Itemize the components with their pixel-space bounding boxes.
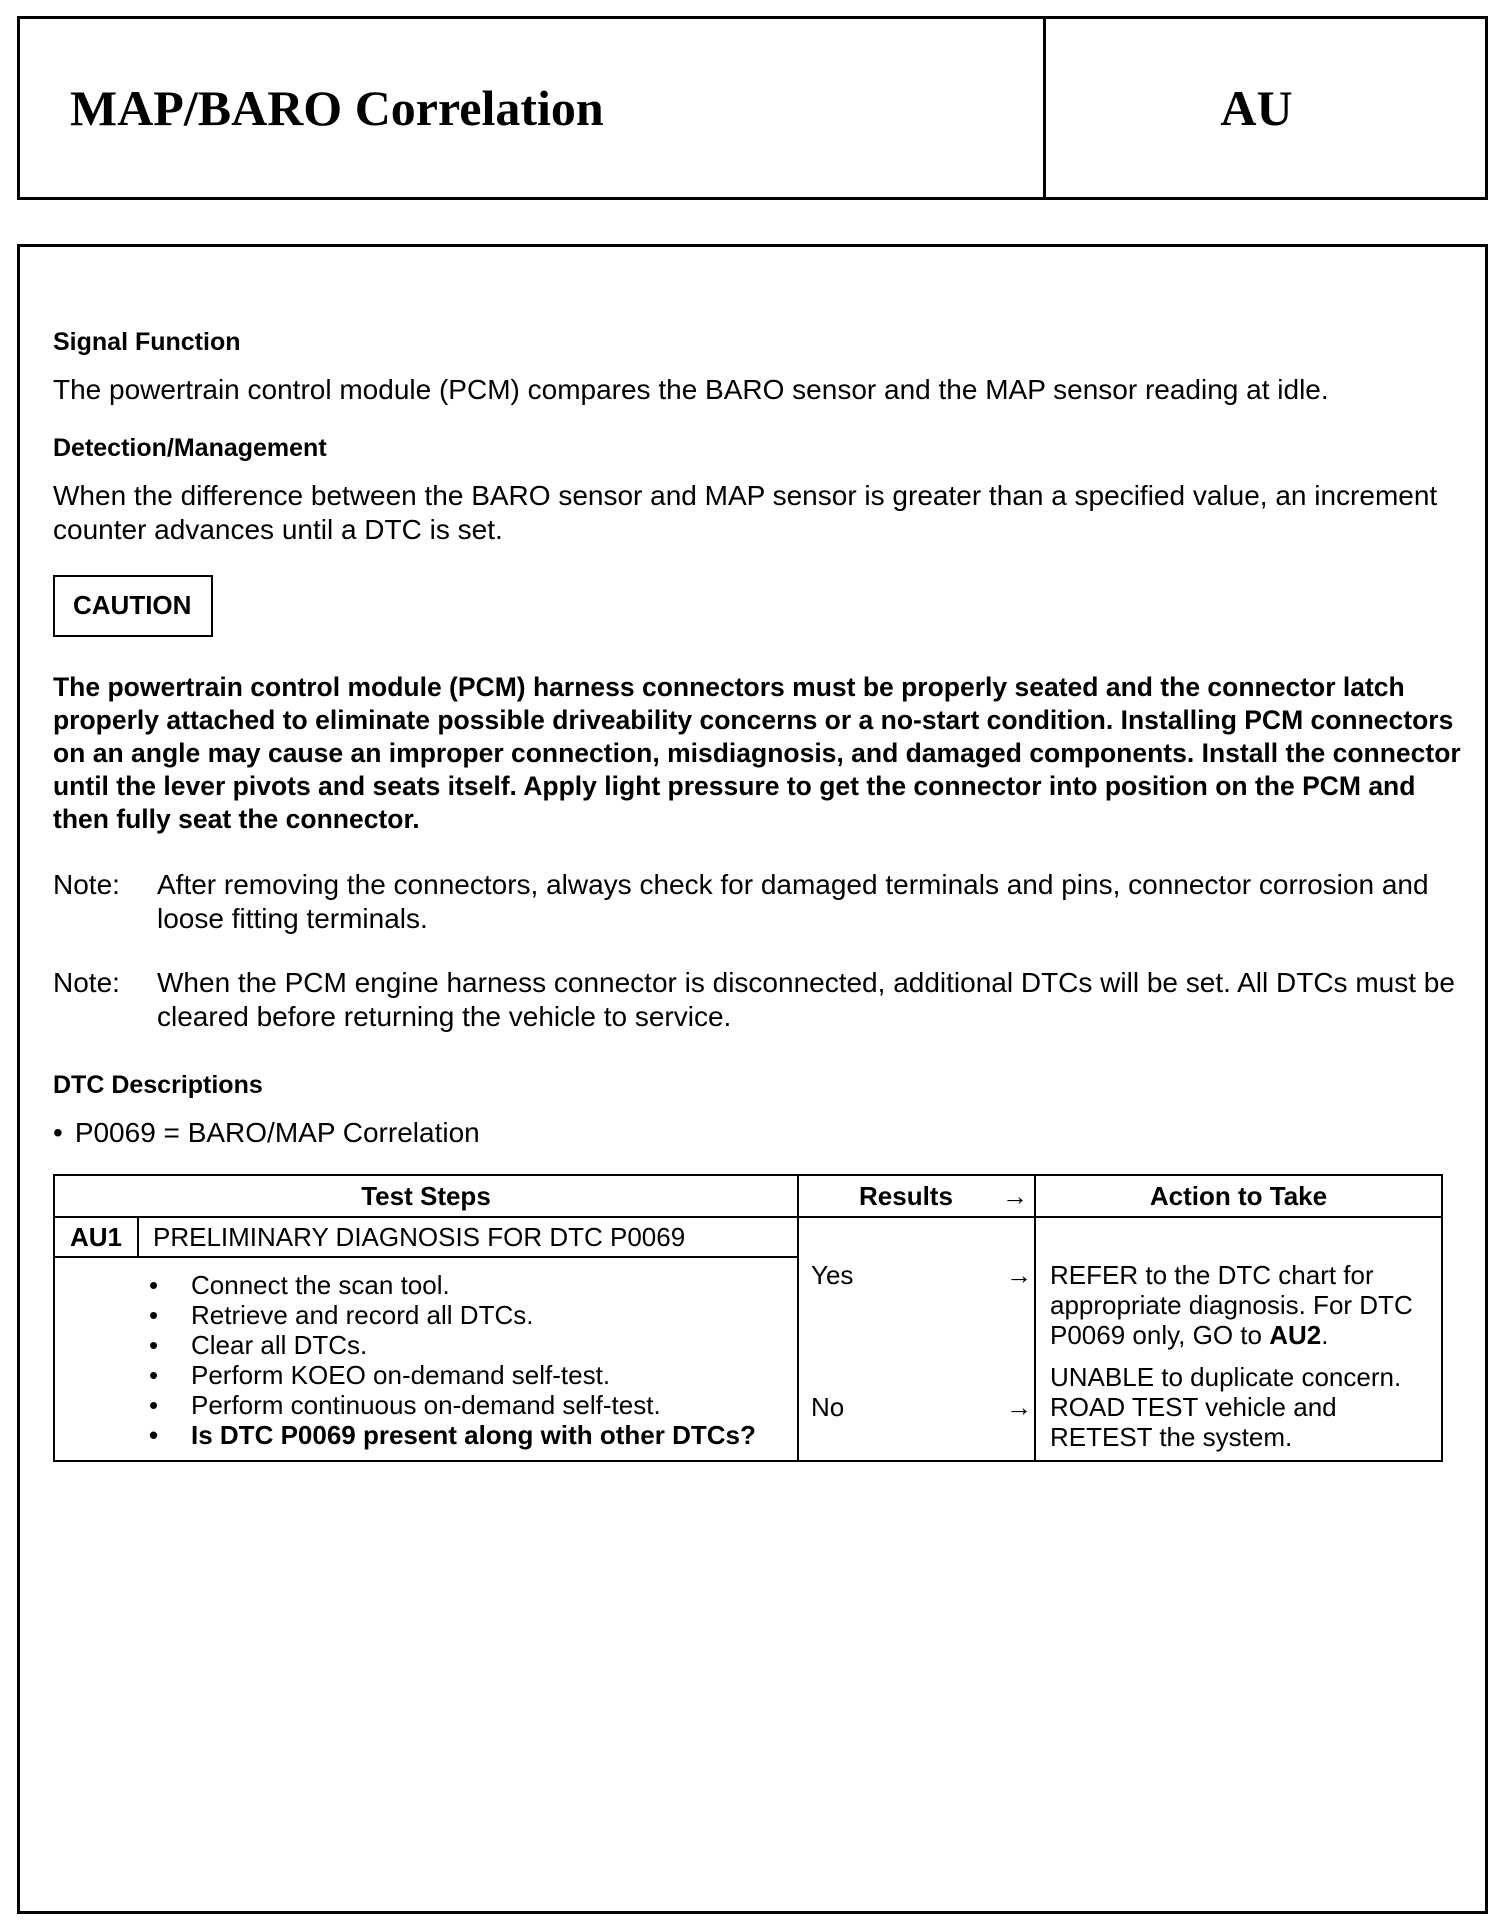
action-text: UNABLE to duplicate concern. ROAD TEST vehicle and RETEST the system. (1050, 1362, 1402, 1452)
header-title-cell (20, 19, 1046, 197)
result-no (799, 1392, 1034, 1422)
step-text: Perform continuous on-demand self-test. (191, 1390, 661, 1420)
note-text: When the PCM engine harness connector is disconnected, additional DTCs will be set. All DTCs must be cleared before returning the vehicle to service. (157, 967, 1455, 1032)
action-suffix: . (1321, 1320, 1329, 1350)
table-row (54, 1217, 1442, 1461)
step-text: Clear all DTCs. (191, 1330, 368, 1360)
list-item (149, 1390, 787, 1420)
step-text: Retrieve and record all DTCs. (191, 1300, 534, 1330)
page-title: MAP/BARO Correlation (70, 80, 604, 136)
action-text: REFER to the DTC chart for appropriate diagnosis. For DTC P0069 only, GO to (1050, 1260, 1413, 1350)
bullet-icon: • (149, 1300, 159, 1330)
detection-text: When the difference between the BARO sensor and MAP sensor is greater than a specified value, an increment counter advances until a DTC is set. (53, 480, 1438, 545)
test-steps-header: Test Steps (54, 1175, 798, 1217)
list-item (149, 1270, 787, 1300)
detection-heading: Detection/Management (53, 434, 327, 462)
steps-list (55, 1258, 797, 1460)
step-head (55, 1218, 797, 1258)
test-steps-cell (54, 1217, 798, 1461)
note-2 (53, 966, 1461, 1034)
result-label: Yes (811, 1260, 854, 1290)
list-item (149, 1420, 787, 1450)
diagnostic-table (53, 1174, 1443, 1462)
note-text: After removing the connectors, always check for damaged terminals and pins, connector corrosion and loose fitting terminals. (157, 869, 1429, 934)
dtc-heading: DTC Descriptions (53, 1071, 263, 1099)
caution-text: The powertrain control module (PCM) harness connectors must be properly seated and the connector latch properly attached to eliminate possible driveability concerns or a no-start condition. Installing PCM connectors on an angle may cause an improper connection, misdiagnosis, and damaged components. Install the connector until the lever pivots and seats itself. Apply light pressure to get the connector into position on the PCM and then fully seat the connector. (53, 672, 1461, 834)
signal-function-text: The powertrain control module (PCM) compares the BARO sensor and the MAP sensor reading at idle. (53, 374, 1329, 405)
result-yes (799, 1260, 1034, 1290)
dtc-item: • P0069 = BARO/MAP Correlation (53, 1116, 1461, 1150)
arrow-icon: → (1002, 1181, 1028, 1211)
results-cell (798, 1217, 1035, 1461)
bullet-icon: • (149, 1420, 159, 1450)
header-code-cell (1046, 19, 1485, 197)
step-title: PRELIMINARY DIAGNOSIS FOR DTC P0069 (153, 1222, 686, 1252)
step-text: Connect the scan tool. (191, 1270, 450, 1300)
step-text: Perform KOEO on-demand self-test. (191, 1360, 611, 1390)
action-header: Action to Take (1035, 1175, 1442, 1217)
caution-label: CAUTION (53, 575, 213, 637)
content-box (17, 244, 1488, 1914)
results-header (798, 1175, 1035, 1217)
note-1 (53, 868, 1461, 936)
bullet-icon: • (149, 1270, 159, 1300)
result-label: No (811, 1392, 845, 1422)
step-question: Is DTC P0069 present along with other DTCs? (191, 1420, 756, 1450)
header-box (17, 16, 1488, 200)
bullet-icon: • (149, 1330, 159, 1360)
content (53, 327, 1461, 1462)
action-cell (1035, 1217, 1442, 1461)
list-item (149, 1330, 787, 1360)
action-no (1036, 1362, 1441, 1458)
dtc-list (53, 1116, 1461, 1150)
bullet-icon: • (149, 1390, 159, 1420)
action-goto-step: AU2 (1269, 1320, 1322, 1350)
results-header-label: Results (859, 1181, 953, 1211)
list-item (149, 1360, 787, 1390)
note-label: Note: (53, 967, 120, 998)
section-code: AU (1220, 80, 1293, 136)
step-id: AU1 (55, 1218, 139, 1256)
list-item (149, 1300, 787, 1330)
arrow-icon: → (1006, 1392, 1032, 1422)
signal-function-heading: Signal Function (53, 328, 241, 356)
action-yes (1036, 1260, 1441, 1350)
table-header-row (54, 1175, 1442, 1217)
bullet-icon: • (149, 1360, 159, 1390)
arrow-icon: → (1006, 1260, 1032, 1290)
note-label: Note: (53, 869, 120, 900)
